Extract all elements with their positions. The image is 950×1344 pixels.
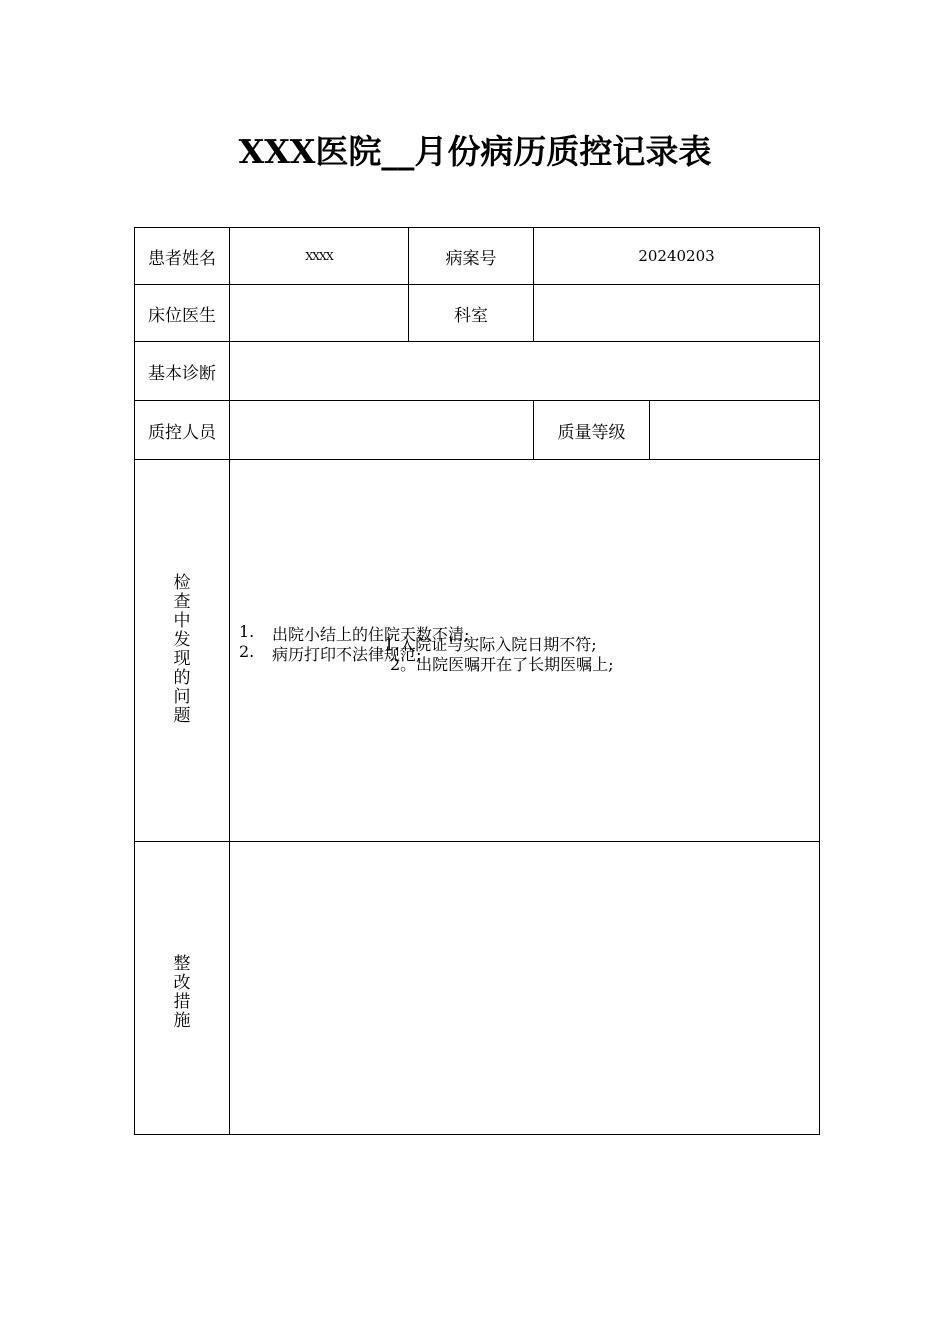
rectification-label: 整 改 措 施 [173, 954, 191, 1031]
problems-label: 检 查 中 发 现 的 问 题 [173, 573, 191, 726]
diagnosis-label: 基本诊断 [148, 363, 216, 384]
patient-name-label: 患者姓名 [148, 248, 216, 269]
problem-item-2-number: 2. [239, 642, 255, 661]
qc-staff-label: 质控人员 [148, 422, 216, 443]
problem-item-1-number: 1. [239, 622, 255, 641]
case-number-value: 20240203 [638, 247, 715, 265]
problem-overlay-1: 1.入院证与实际入院日期不符; [384, 635, 597, 654]
quality-grade-value [649, 400, 820, 460]
patient-name-value: XXXX [305, 249, 333, 263]
rectification-content [229, 841, 820, 1135]
bed-doctor-label: 床位医生 [148, 305, 216, 326]
diagnosis-value [229, 341, 820, 401]
quality-grade-label: 质量等级 [557, 422, 626, 443]
bed-doctor-value [229, 284, 409, 342]
problem-overlay-2: 2。出院医嘱开在了长期医嘱上; [390, 655, 614, 674]
qc-staff-value [229, 400, 534, 460]
page-title: XXX医院__月份病历质控记录表 [238, 132, 712, 171]
problem-item-2-text: 病历打印不法律规范; [272, 645, 422, 664]
department-value [533, 284, 820, 342]
department-label: 科室 [454, 305, 488, 326]
problem-item-1-text: 出院小结上的住院天数不清; [272, 625, 470, 644]
case-number-label: 病案号 [445, 248, 497, 269]
